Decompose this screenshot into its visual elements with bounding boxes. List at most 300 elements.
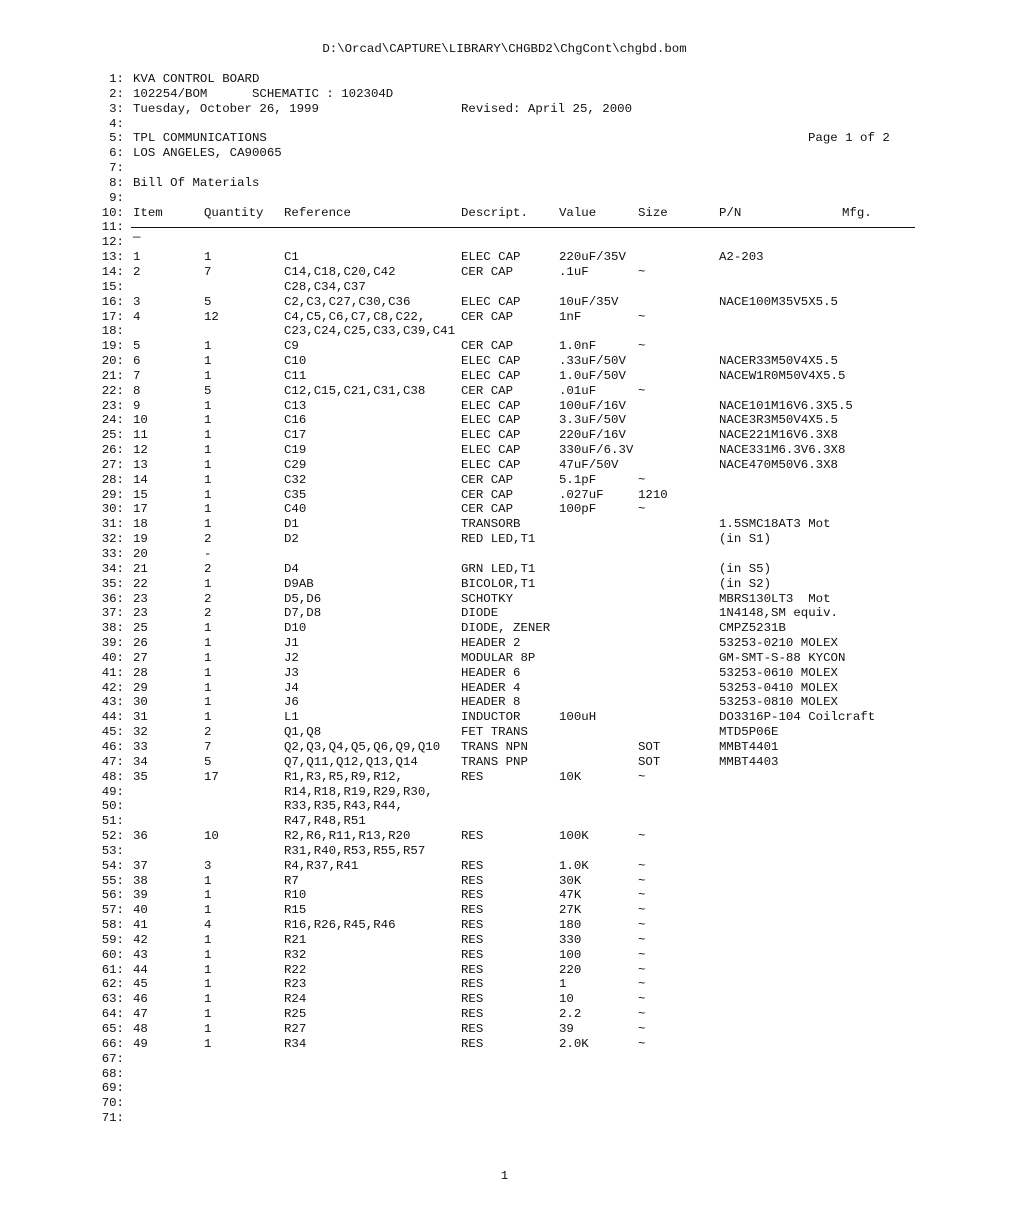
- item-cell: 17: [133, 502, 148, 517]
- quantity-cell: 1: [204, 502, 212, 517]
- column-item: Item: [133, 205, 163, 220]
- line-number: 26:: [101, 443, 124, 458]
- header-text: KVA CONTROL BOARD: [133, 72, 260, 86]
- size-cell: ~: [638, 962, 646, 977]
- descript-cell: CER CAP: [461, 502, 514, 517]
- reference-cell: D7,D8: [284, 606, 322, 621]
- size-cell: ~: [638, 918, 646, 933]
- item-cell: 39: [133, 888, 148, 903]
- reference-cell: C40: [284, 502, 307, 517]
- value-cell: 220: [559, 962, 582, 977]
- value-cell: 1nF: [559, 309, 582, 324]
- reference-cell: R7: [284, 873, 299, 888]
- column-descript: Descript.: [461, 205, 528, 220]
- line-number: 1:: [109, 72, 124, 86]
- line-number: 64:: [101, 1007, 124, 1022]
- descript-cell: TRANSORB: [461, 517, 521, 532]
- value-cell: 27K: [559, 903, 582, 918]
- descript-cell: RES: [461, 903, 484, 918]
- value-cell: 100pF: [559, 502, 597, 517]
- line-number: 68:: [101, 1066, 124, 1081]
- table-row: [0, 517, 1009, 532]
- line-number: 49:: [101, 784, 124, 799]
- descript-cell: RES: [461, 932, 484, 947]
- quantity-cell: 5: [204, 383, 212, 398]
- reference-cell: J2: [284, 650, 299, 665]
- value-cell: 39: [559, 1022, 574, 1036]
- pn-cell: A2-203: [719, 250, 764, 265]
- size-cell: ~: [638, 502, 646, 517]
- descript-cell: FET TRANS: [461, 725, 528, 740]
- item-cell: 37: [133, 858, 148, 873]
- quantity-cell: 1: [204, 992, 212, 1007]
- trailing-lines: [0, 1052, 1009, 1126]
- table-row: [0, 502, 1009, 517]
- dash-mark: —: [133, 230, 141, 245]
- size-cell: ~: [638, 1007, 646, 1022]
- reference-cell: C23,C24,C25,C33,C39,C41: [284, 324, 456, 339]
- size-cell: ~: [638, 903, 646, 918]
- reference-cell: R1,R3,R5,R9,R12,: [284, 769, 403, 784]
- quantity-cell: 1: [204, 398, 212, 413]
- line-number: 43:: [101, 695, 124, 710]
- table-row: [0, 265, 1009, 280]
- reference-cell: J1: [284, 636, 299, 651]
- descript-cell: RES: [461, 1007, 484, 1022]
- column-mfg: Mfg.: [842, 205, 872, 220]
- quantity-cell: 2: [204, 606, 212, 621]
- reference-cell: R23: [284, 977, 307, 992]
- line-number: 22:: [101, 383, 124, 398]
- value-cell: 1: [559, 977, 567, 992]
- table-row: [0, 621, 1009, 636]
- line-number: 18:: [101, 324, 124, 339]
- table-row: [0, 963, 1009, 978]
- size-cell: ~: [638, 947, 646, 962]
- size-cell: ~: [638, 1022, 646, 1036]
- quantity-cell: 1: [204, 665, 212, 680]
- line-number: 4:: [109, 116, 124, 131]
- descript-cell: ELEC CAP: [461, 250, 521, 265]
- value-cell: 330uF/6.3V: [559, 443, 634, 458]
- table-row: [0, 977, 1009, 992]
- reference-cell: R15: [284, 903, 307, 918]
- table-row: [0, 399, 1009, 414]
- pn-cell: NACE100M35V5X5.5: [719, 294, 838, 309]
- value-cell: 1.0nF: [559, 339, 597, 354]
- value-cell: 1.0K: [559, 858, 589, 873]
- item-cell: 44: [133, 962, 148, 977]
- pn-cell: MMBT4401: [719, 739, 779, 754]
- empty-line: [0, 1052, 1009, 1067]
- item-cell: 38: [133, 873, 148, 888]
- column-reference: Reference: [284, 205, 351, 220]
- descript-cell: RES: [461, 977, 484, 992]
- descript-cell: TRANS PNP: [461, 754, 528, 769]
- item-cell: 23: [133, 606, 148, 621]
- line-number: 67:: [101, 1051, 124, 1066]
- item-cell: 3: [133, 294, 141, 309]
- reference-cell: R31,R40,R53,R55,R57: [284, 843, 426, 858]
- item-cell: 15: [133, 487, 148, 502]
- reference-cell: R33,R35,R43,R44,: [284, 799, 403, 814]
- line-number: 42:: [101, 680, 124, 695]
- pn-cell: CMPZ5231B: [719, 621, 786, 636]
- descript-cell: ELEC CAP: [461, 294, 521, 309]
- line-number: 33:: [101, 547, 124, 561]
- item-cell: 28: [133, 665, 148, 680]
- quantity-cell: 2: [204, 591, 212, 606]
- item-cell: 22: [133, 576, 148, 591]
- quantity-cell: 3: [204, 858, 212, 873]
- quantity-cell: 2: [204, 532, 212, 547]
- pn-cell: NACE221M16V6.3X8: [719, 428, 838, 443]
- item-cell: 30: [133, 695, 148, 710]
- reference-cell: R16,R26,R45,R46: [284, 918, 396, 933]
- table-row: [0, 547, 1009, 562]
- pn-cell: MBRS130LT3 Mot: [719, 591, 831, 606]
- table-row: [0, 770, 1009, 785]
- line-number: 56:: [101, 888, 124, 903]
- line-number: 9:: [109, 190, 124, 205]
- value-cell: 47K: [559, 888, 582, 903]
- column-header-row: [0, 206, 1009, 221]
- size-cell: ~: [638, 264, 646, 279]
- table-row: [0, 384, 1009, 399]
- line-number: 8:: [109, 175, 124, 190]
- reference-cell: Q1,Q8: [284, 725, 322, 740]
- item-cell: 21: [133, 561, 148, 576]
- descript-cell: RED LED,T1: [461, 532, 536, 547]
- descript-cell: TRANS NPN: [461, 739, 528, 754]
- size-cell: ~: [638, 339, 646, 354]
- line-number: 45:: [101, 725, 124, 740]
- descript-cell: ELEC CAP: [461, 398, 521, 413]
- reference-cell: C12,C15,C21,C31,C38: [284, 383, 426, 398]
- line-number: 35:: [101, 576, 124, 591]
- line-number: 58:: [101, 918, 124, 933]
- header-text: 102254/BOM SCHEMATIC : 102304D: [133, 86, 394, 101]
- descript-cell: RES: [461, 1036, 484, 1051]
- value-cell: 100uH: [559, 710, 597, 725]
- table-row: [0, 1037, 1009, 1052]
- line-number: 69:: [101, 1081, 124, 1096]
- item-cell: 47: [133, 1007, 148, 1022]
- reference-cell: D9AB: [284, 576, 314, 591]
- quantity-cell: 1: [204, 413, 212, 428]
- reference-cell: R21: [284, 932, 307, 947]
- line-number: 17:: [101, 309, 124, 324]
- descript-cell: DIODE: [461, 606, 499, 621]
- value-cell: 330: [559, 932, 582, 947]
- line-number: 41:: [101, 665, 124, 680]
- reference-cell: C1: [284, 250, 299, 265]
- page-count: Page 1 of 2: [808, 131, 890, 146]
- line-number: 48:: [101, 769, 124, 784]
- table-row: [0, 918, 1009, 933]
- reference-cell: R10: [284, 888, 307, 903]
- table-row: [0, 339, 1009, 354]
- size-cell: ~: [638, 383, 646, 398]
- pn-cell: NACEW1R0M50V4X5.5: [719, 368, 846, 383]
- table-row: [0, 681, 1009, 696]
- pn-cell: (in S1): [719, 532, 772, 547]
- descript-cell: RES: [461, 918, 484, 933]
- table-row: [0, 473, 1009, 488]
- quantity-cell: 5: [204, 754, 212, 769]
- table-row: [0, 829, 1009, 844]
- bom-document: [0, 72, 1009, 1126]
- table-row: [0, 844, 1009, 859]
- value-cell: 30K: [559, 873, 582, 888]
- item-cell: 10: [133, 413, 148, 428]
- value-cell: 2.0K: [559, 1036, 589, 1051]
- table-row: [0, 874, 1009, 889]
- reference-cell: C9: [284, 339, 299, 354]
- value-cell: .33uF/50V: [559, 354, 626, 369]
- line-number: 34:: [101, 561, 124, 576]
- size-cell: ~: [638, 829, 646, 844]
- pn-cell: NACE470M50V6.3X8: [719, 457, 838, 472]
- pn-cell: DO3316P-104 Coilcraft: [719, 710, 876, 725]
- table-row: [0, 443, 1009, 458]
- descript-cell: ELEC CAP: [461, 457, 521, 472]
- pn-cell: NACE331M6.3V6.3X8: [719, 443, 846, 458]
- descript-cell: CER CAP: [461, 339, 514, 354]
- value-cell: .1uF: [559, 264, 589, 279]
- quantity-cell: 1: [204, 487, 212, 502]
- blank-row: [0, 230, 1009, 250]
- quantity-cell: 1: [204, 1036, 212, 1051]
- value-cell: 10K: [559, 769, 582, 784]
- item-cell: 48: [133, 1022, 148, 1036]
- descript-cell: GRN LED,T1: [461, 561, 536, 576]
- header-text: Bill Of Materials: [133, 175, 260, 190]
- header-line: [0, 102, 1009, 117]
- table-row: [0, 799, 1009, 814]
- value-cell: 3.3uF/50V: [559, 413, 626, 428]
- reference-cell: L1: [284, 710, 299, 725]
- reference-cell: C29: [284, 457, 307, 472]
- pn-cell: MTD5P06E: [719, 725, 779, 740]
- pn-cell: NACE3R3M50V4X5.5: [719, 413, 838, 428]
- pn-cell: (in S2): [719, 576, 772, 591]
- line-number: 63:: [101, 992, 124, 1007]
- descript-cell: RES: [461, 947, 484, 962]
- pn-cell: 53253-0410 MOLEX: [719, 680, 838, 695]
- empty-line: [0, 1096, 1009, 1111]
- table-row: [0, 295, 1009, 310]
- table-row: [0, 369, 1009, 384]
- quantity-cell: 1: [204, 636, 212, 651]
- pn-cell: NACER33M50V4X5.5: [719, 354, 838, 369]
- reference-cell: R34: [284, 1036, 307, 1051]
- descript-cell: CER CAP: [461, 472, 514, 487]
- item-cell: 27: [133, 650, 148, 665]
- quantity-cell: 7: [204, 739, 212, 754]
- table-row: [0, 903, 1009, 918]
- descript-cell: SCHOTKY: [461, 591, 514, 606]
- size-cell: ~: [638, 858, 646, 873]
- line-number: 54:: [101, 858, 124, 873]
- table-row: [0, 562, 1009, 577]
- descript-cell: RES: [461, 769, 484, 784]
- table-row: [0, 710, 1009, 725]
- item-cell: 12: [133, 443, 148, 458]
- item-cell: 23: [133, 591, 148, 606]
- quantity-cell: 12: [204, 309, 219, 324]
- line-number: 62:: [101, 977, 124, 992]
- line-number: 36:: [101, 591, 124, 606]
- reference-cell: Q2,Q3,Q4,Q5,Q6,Q9,Q10: [284, 739, 441, 754]
- value-cell: 10: [559, 992, 574, 1007]
- quantity-cell: 1: [204, 680, 212, 695]
- header-text: Tuesday, October 26, 1999: [133, 101, 319, 116]
- reference-cell: C4,C5,C6,C7,C8,C22,: [284, 309, 426, 324]
- line-number: 50:: [101, 799, 124, 814]
- item-cell: 34: [133, 754, 148, 769]
- item-cell: 2: [133, 264, 141, 279]
- line-number: 38:: [101, 621, 124, 636]
- item-cell: 19: [133, 532, 148, 547]
- size-cell: 1210: [638, 487, 668, 502]
- table-row: [0, 428, 1009, 443]
- quantity-cell: 1: [204, 250, 212, 265]
- page-number-footer: 1: [500, 1169, 509, 1183]
- line-number: 12:: [101, 235, 124, 250]
- line-number: 29:: [101, 487, 124, 502]
- value-cell: 5.1pF: [559, 472, 597, 487]
- line-number: 65:: [101, 1022, 124, 1036]
- line-number: 3:: [109, 101, 124, 116]
- header-line: [0, 117, 1009, 132]
- value-cell: .027uF: [559, 487, 604, 502]
- line-number: 20:: [101, 354, 124, 369]
- descript-cell: ELEC CAP: [461, 443, 521, 458]
- table-row: [0, 413, 1009, 428]
- item-cell: 1: [133, 250, 141, 265]
- size-cell: ~: [638, 309, 646, 324]
- table-row: [0, 636, 1009, 651]
- item-cell: 14: [133, 472, 148, 487]
- item-cell: 42: [133, 932, 148, 947]
- item-cell: 7: [133, 368, 141, 383]
- line-number: 44:: [101, 710, 124, 725]
- item-cell: 40: [133, 903, 148, 918]
- pn-cell: (in S5): [719, 561, 772, 576]
- table-row: [0, 785, 1009, 800]
- quantity-cell: 1: [204, 621, 212, 636]
- quantity-cell: 1: [204, 903, 212, 918]
- descript-cell: HEADER 8: [461, 695, 521, 710]
- reference-cell: R24: [284, 992, 307, 1007]
- line-number: 28:: [101, 472, 124, 487]
- quantity-cell: 1: [204, 710, 212, 725]
- header-block: [0, 72, 1009, 206]
- header-line: [0, 146, 1009, 161]
- value-cell: .01uF: [559, 383, 597, 398]
- item-cell: 11: [133, 428, 148, 443]
- item-cell: 32: [133, 725, 148, 740]
- descript-cell: INDUCTOR: [461, 710, 521, 725]
- item-cell: 41: [133, 918, 148, 933]
- reference-cell: C17: [284, 428, 307, 443]
- size-cell: ~: [638, 977, 646, 992]
- quantity-cell: 5: [204, 294, 212, 309]
- table-row: [0, 532, 1009, 547]
- quantity-cell: 4: [204, 918, 212, 933]
- line-number: 6:: [109, 146, 124, 161]
- revised-date: Revised: April 25, 2000: [461, 101, 633, 116]
- table-row: [0, 1022, 1009, 1037]
- line-number: 10:: [101, 205, 124, 220]
- item-cell: 18: [133, 517, 148, 532]
- quantity-cell: 1: [204, 517, 212, 532]
- reference-cell: J3: [284, 665, 299, 680]
- descript-cell: RES: [461, 962, 484, 977]
- header-line: [0, 72, 1009, 87]
- descript-cell: CER CAP: [461, 309, 514, 324]
- pn-cell: 1.5SMC18AT3 Mot: [719, 517, 831, 532]
- line-number: 60:: [101, 947, 124, 962]
- quantity-cell: 1: [204, 977, 212, 992]
- reference-cell: C11: [284, 368, 307, 383]
- item-cell: 5: [133, 339, 141, 354]
- item-cell: 8: [133, 383, 141, 398]
- line-number: 52:: [101, 829, 124, 844]
- line-number: 55:: [101, 873, 124, 888]
- table-row: [0, 458, 1009, 473]
- bom-table-body: [0, 250, 1009, 1052]
- descript-cell: RES: [461, 858, 484, 873]
- quantity-cell: 1: [204, 888, 212, 903]
- column-size: Size: [638, 205, 668, 220]
- value-cell: 100: [559, 947, 582, 962]
- item-cell: 29: [133, 680, 148, 695]
- item-cell: 43: [133, 947, 148, 962]
- reference-cell: Q7,Q11,Q12,Q13,Q14: [284, 754, 418, 769]
- reference-cell: C2,C3,C27,C30,C36: [284, 294, 411, 309]
- reference-cell: R4,R37,R41: [284, 858, 359, 873]
- pn-cell: MMBT4403: [719, 754, 779, 769]
- reference-cell: D5,D6: [284, 591, 322, 606]
- line-number: 13:: [101, 250, 124, 265]
- table-row: [0, 651, 1009, 666]
- descript-cell: RES: [461, 888, 484, 903]
- reference-cell: D10: [284, 621, 307, 636]
- line-number: 46:: [101, 739, 124, 754]
- table-row: [0, 606, 1009, 621]
- header-line: [0, 176, 1009, 191]
- line-number: 32:: [101, 532, 124, 547]
- quantity-cell: 2: [204, 725, 212, 740]
- quantity-cell: 2: [204, 561, 212, 576]
- size-cell: SOT: [638, 739, 661, 754]
- table-row: [0, 666, 1009, 681]
- line-number: 15:: [101, 279, 124, 294]
- reference-cell: C16: [284, 413, 307, 428]
- quantity-cell: 1: [204, 873, 212, 888]
- reference-cell: C14,C18,C20,C42: [284, 264, 396, 279]
- line-number: 47:: [101, 754, 124, 769]
- descript-cell: MODULAR 8P: [461, 650, 536, 665]
- item-cell: 35: [133, 769, 148, 784]
- pn-cell: NACE101M16V6.3X5.5: [719, 398, 853, 413]
- table-row: [0, 740, 1009, 755]
- table-row: [0, 948, 1009, 963]
- descript-cell: RES: [461, 992, 484, 1007]
- item-cell: 31: [133, 710, 148, 725]
